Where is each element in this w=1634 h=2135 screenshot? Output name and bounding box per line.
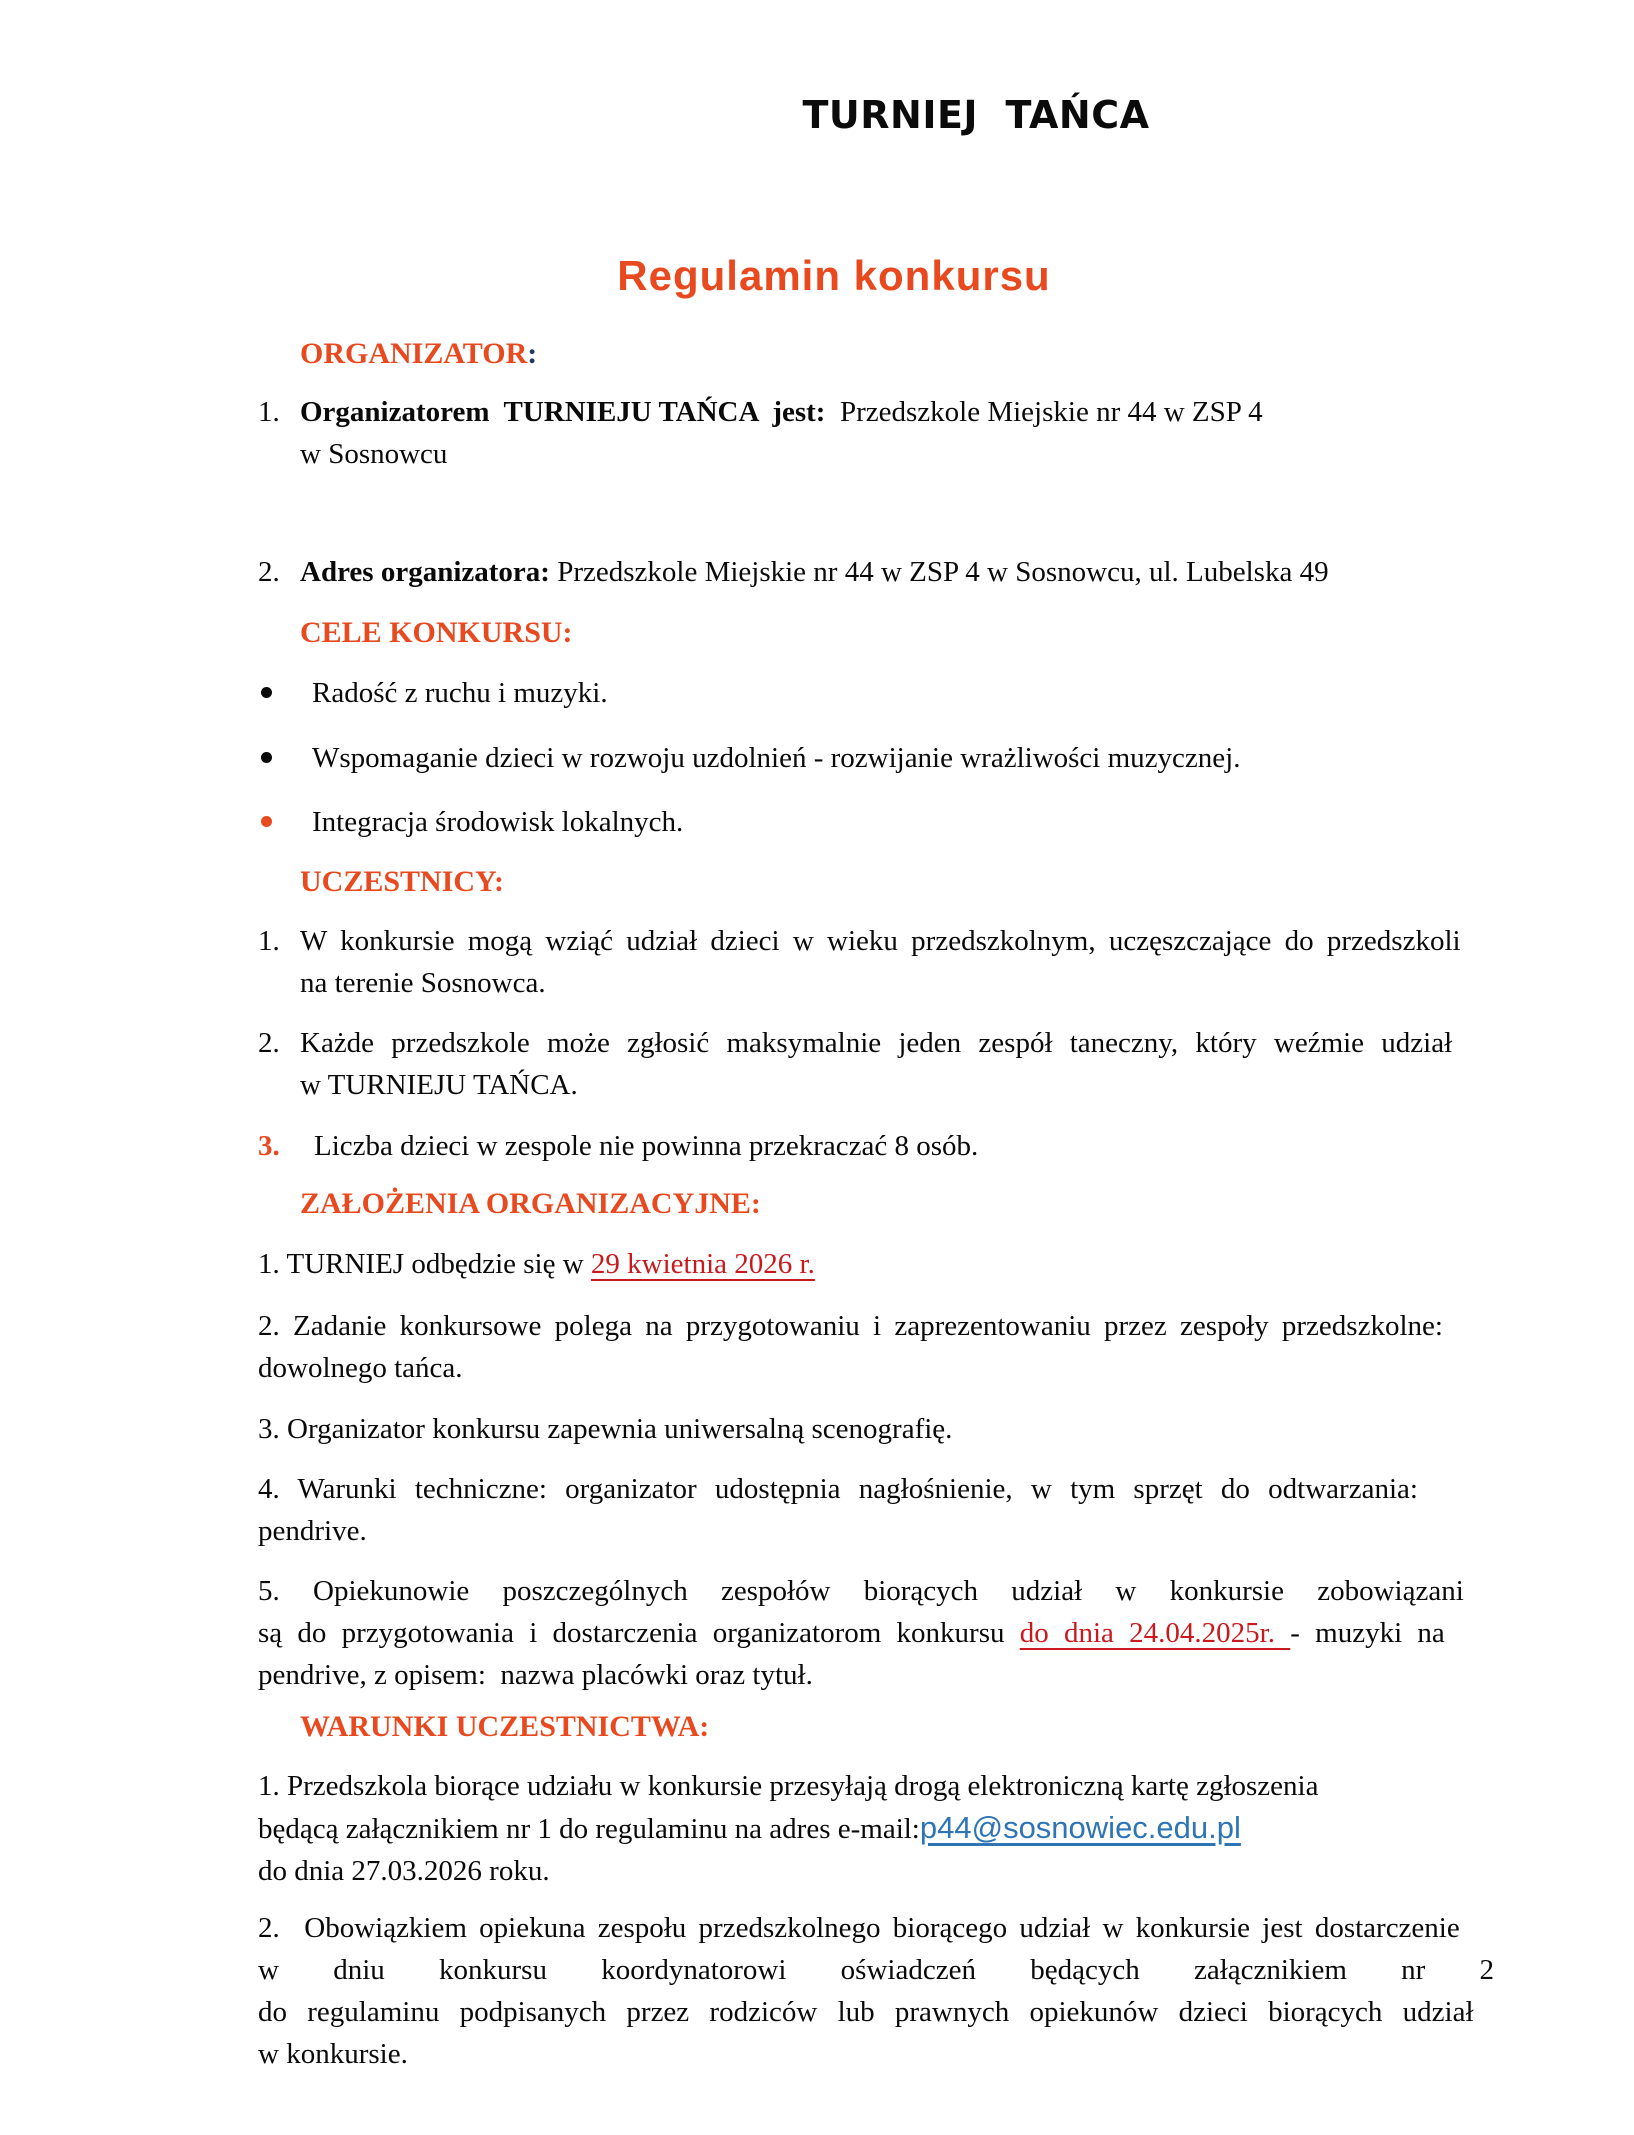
list-item-address <box>258 551 1490 593</box>
item-text-line2: w TURNIEJU TAŃCA. <box>300 1069 578 1101</box>
section-heading-zalozenia: ZAŁOŻENIA ORGANIZACYJNE: <box>300 1187 761 1220</box>
paragraph-text: 1. TURNIEJ odbędzie się w <box>258 1248 591 1280</box>
list-item <box>258 920 1490 1004</box>
paragraph-tournament-date <box>258 1243 1490 1285</box>
section-heading-cele: CELE KONKURSU: <box>300 616 573 649</box>
bullet-icon <box>261 816 272 827</box>
bullet-item <box>258 737 1490 779</box>
paragraph-line1: 1. Przedszkola biorące udziału w konkursie przesyłają drogą elektroniczną kartę zgłoszenia <box>258 1770 1319 1802</box>
page-title: TURNIEJ TAŃCA <box>802 93 1150 137</box>
bullet-text: Radość z ruchu i muzyki. <box>312 677 608 709</box>
item-text: Przedszkole Miejskie nr 44 w ZSP 4 w Sosnowcu, ul. Lubelska 49 <box>549 556 1329 588</box>
paragraph-music-delivery <box>258 1570 1490 1696</box>
highlighted-date: 29 kwietnia 2026 r. <box>590 1248 815 1280</box>
paragraph-line2-after: - muzyki na <box>1290 1617 1445 1649</box>
bullet-icon <box>261 752 272 763</box>
list-item-organizer <box>258 391 1490 475</box>
bullet-text: Integracja środowisk lokalnych. <box>312 806 684 838</box>
paragraph-line2: w dniu konkursu koordynatorowi oświadczeń będących załącznikiem nr 2 <box>258 1954 1495 1986</box>
item-bold-text: Adres organizatora: <box>300 556 550 588</box>
bullet-icon <box>261 687 272 698</box>
heading-text: ORGANIZATOR <box>300 337 528 370</box>
paragraph-task <box>258 1305 1490 1389</box>
bullet-text: Wspomaganie dzieci w rozwoju uzdolnień - rozwijanie wrażliwości muzycznej. <box>312 742 1241 774</box>
paragraph-line3: do regulaminu podpisanych przez rodziców lub prawnych opiekunów dzieci biorących udział <box>258 1996 1474 2028</box>
paragraph-line1: 4. Warunki techniczne: organizator udostępnia nagłośnienie, w tym sprzęt do odtwarzania: <box>258 1473 1418 1505</box>
section-heading-warunki: WARUNKI UCZESTNICTWA: <box>300 1710 710 1743</box>
item-number: 3. <box>258 1130 280 1162</box>
email-link[interactable]: p44@sosnowiec.edu.pl <box>919 1810 1241 1845</box>
section-heading-uczestnicy: UCZESTNICY: <box>300 865 504 898</box>
section-heading-organizator <box>300 333 1490 375</box>
item-number: 1. <box>258 925 280 957</box>
paragraph-text: 3. Organizator konkursu zapewnia uniwersalną scenografię. <box>258 1413 953 1445</box>
paragraph-line1: 5. Opiekunowie poszczególnych zespołów biorących udział w konkursie zobowiązani <box>258 1575 1464 1607</box>
highlighted-deadline: do dnia 24.04.2025r. <box>1019 1617 1291 1649</box>
paragraph-line2: dowolnego tańca. <box>258 1352 463 1384</box>
paragraph-technical <box>258 1468 1490 1552</box>
paragraph-line3: do dnia 27.03.2026 roku. <box>258 1855 550 1887</box>
list-item <box>258 1022 1490 1106</box>
item-bold-text: Organizatorem TURNIEJU TAŃCA jest: <box>300 396 826 428</box>
paragraph-line2: pendrive. <box>258 1515 367 1547</box>
page-subtitle: Regulamin konkursu <box>617 252 1051 299</box>
heading-colon: : <box>527 337 538 370</box>
item-number: 1. <box>258 396 280 428</box>
paragraph-line1: 2. Obowiązkiem opiekuna zespołu przedszkolnego biorącego udział w konkursie jest dostarczenie <box>258 1912 1460 1944</box>
paragraph-line2-text: są do przygotowania i dostarczenia organizatorom konkursu <box>258 1617 1020 1649</box>
paragraph-line2-text: będącą załącznikiem nr 1 do regulaminu na adres e-mail: <box>258 1813 920 1845</box>
item-text-line2: na terenie Sosnowca. <box>300 967 546 999</box>
paragraph-declarations <box>258 1907 1495 2075</box>
item-text: Przedszkole Miejskie nr 44 w ZSP 4 <box>825 396 1263 428</box>
item-text-line1: Każde przedszkole może zgłosić maksymalnie jeden zespół taneczny, który weźmie udział <box>300 1027 1453 1059</box>
paragraph-application <box>258 1765 1490 1892</box>
item-text-line1: W konkursie mogą wziąć udział dzieci w wieku przedszkolnym, uczęszczające do przedszkoli <box>300 925 1461 957</box>
paragraph-line3: pendrive, z opisem: nazwa placówki oraz tytuł. <box>258 1659 813 1691</box>
paragraph-line1: 2. Zadanie konkursowe polega na przygotowaniu i zaprezentowaniu przez zespoły przedszkolne: <box>258 1310 1443 1342</box>
bullet-item <box>258 801 1490 843</box>
paragraph-line4: w konkursie. <box>258 2038 408 2070</box>
list-item <box>258 1125 1490 1167</box>
bullet-item <box>258 672 1490 714</box>
paragraph-scenography <box>258 1408 1490 1450</box>
item-number: 2. <box>258 1027 280 1059</box>
item-text: Liczba dzieci w zespole nie powinna przekraczać 8 osób. <box>314 1130 979 1162</box>
item-number: 2. <box>258 556 280 588</box>
item-text-line2: w Sosnowcu <box>300 438 448 470</box>
